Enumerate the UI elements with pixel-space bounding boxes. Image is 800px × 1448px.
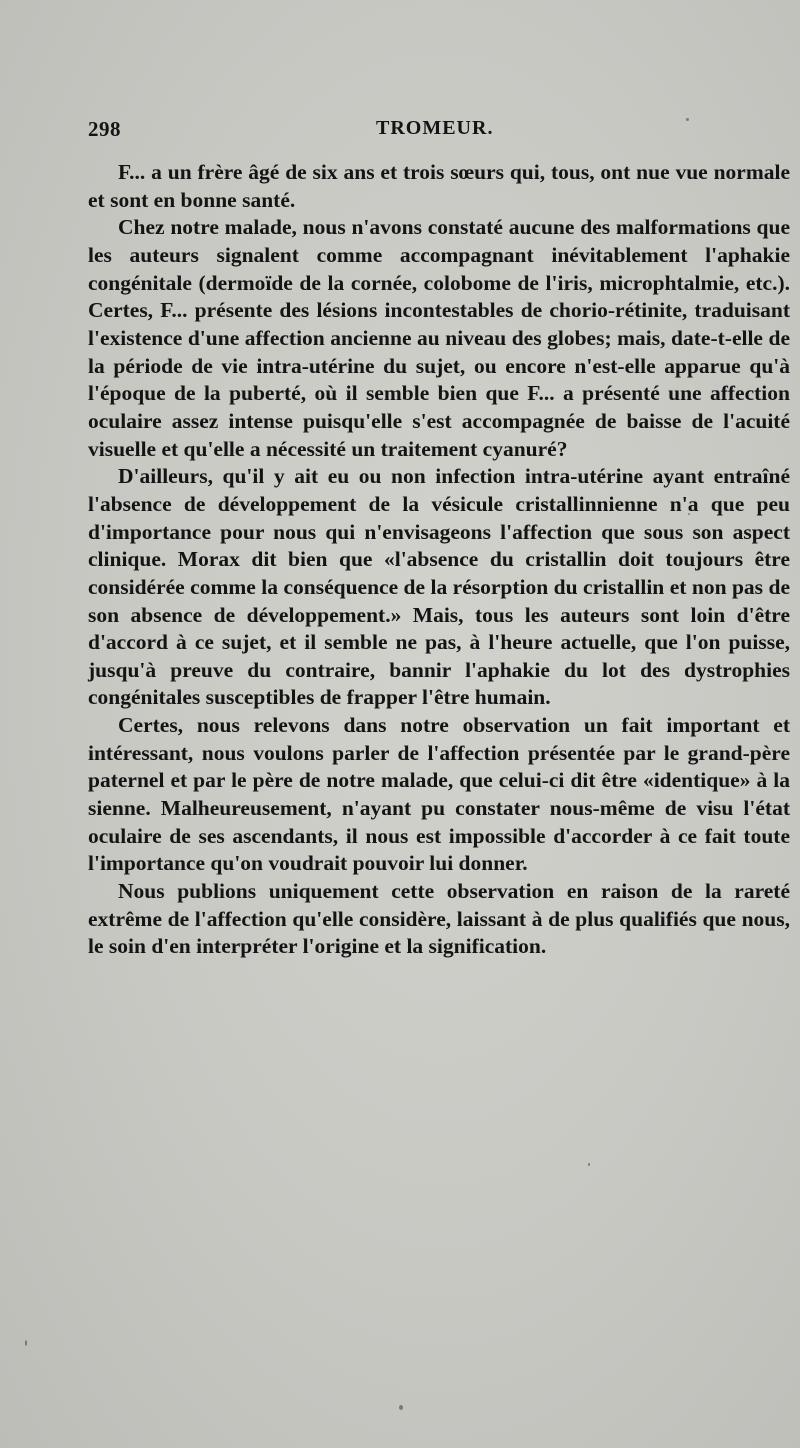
paragraph-3: D'ailleurs, qu'il y ait eu ou non infection intra-utérine ayant entraîné l'absence de développement de la vésicule cristallinnienne n'a que peu d'importance pour nous qui n'envisageons l'affection que sous son aspect clinique. Morax dit bien que «l'absence du cristallin doit toujours être considérée comme la conséquence de la résorption du cristallin et non pas de son absence de développement.» Mais, tous les auteurs sont loin d'être d'accord à ce sujet, et il semble ne pas, à l'heure actuelle, que l'on puisse, jusqu'à preuve du contraire, bannir l'aphakie du lot des dystrophies congénitales susceptibles de frapper l'être humain. — [88, 464, 790, 710]
paragraph-2: Chez notre malade, nous n'avons constaté aucune des malformations que les auteurs signalent comme accompagnant inévitablement l'aphakie congénitale (dermoïde de la cornée, colobome de l'iris, microphtalmie, etc.). Certes, F... présente des lésions incontestables de chorio-rétinite, traduisant l'existence d'une affection ancienne au niveau des globes; mais, date-t-elle de la période de vie intra-utérine du sujet, ou encore n'est-elle apparue qu'à l'époque de la puberté, où il semble bien que F... a présenté une affection oculaire assez intense puisqu'elle s'est accompagnée de baisse de l'acuité visuelle et qu'elle a nécessité un traitement cyanuré? — [88, 215, 790, 461]
paragraph-1: F... a un frère âgé de six ans et trois sœurs qui, tous, ont nue vue normale et sont en bonne santé. — [88, 160, 790, 212]
scan-speck — [399, 1405, 403, 1410]
body-text — [88, 159, 790, 961]
page-number: 298 — [88, 117, 121, 141]
page-header — [88, 117, 790, 145]
scan-speck — [25, 1340, 27, 1346]
paragraph-5: Nous publions uniquement cette observation en raison de la rareté extrême de l'affection qu'elle considère, laissant à de plus qualifiés que nous, le soin d'en interpréter l'origine et la signification. — [88, 879, 790, 959]
paragraph-4: Certes, nous relevons dans notre observation un fait important et intéressant, nous voulons parler de l'affection présentée par le grand-père paternel et par le père de notre malade, que celui-ci dit être «identique» à la sienne. Malheureusement, n'ayant pu constater nous-même de visu l'état oculaire de ses ascendants, il nous est impossible d'accorder à ce fait toute l'importance qu'on voudrait pouvoir lui donner. — [88, 713, 790, 876]
running-title: TROMEUR. — [376, 117, 494, 139]
scan-speck — [588, 1163, 590, 1166]
